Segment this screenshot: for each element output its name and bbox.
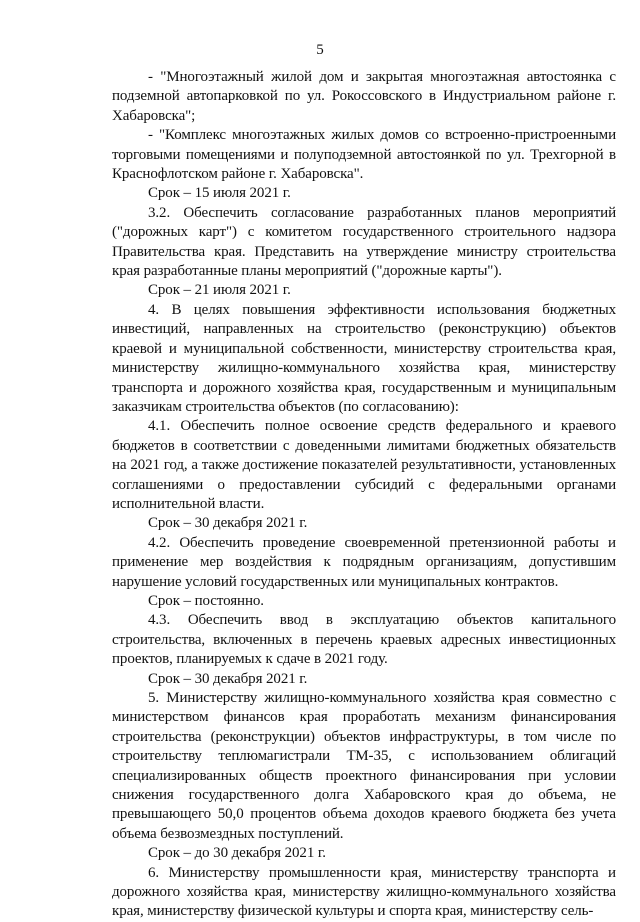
- paragraph: Срок – 21 июля 2021 г.: [148, 282, 291, 299]
- paragraph: Срок – постоянно.: [148, 592, 264, 609]
- paragraph: Срок – 30 декабря 2021 г.: [148, 515, 308, 532]
- paragraph: 4. В целях повышения эффективности использования бюджетных инвестиций, направленных на строительство (реконструкцию) объектов краевой и муниципальной собственности, министерству строительства края, министерству жилищно-коммунального хозяйства края, министерству транспорта и дорожного хозяйства края, государственным и муниципальным заказчикам строительства объектов (по согласованию):: [112, 301, 616, 415]
- paragraph: 6. Министерству промышленности края, министерству транспорта и дорожного хозяйства края, министерству жилищно-коммунального хозяйства края, министерству физической культуры и спорта края, министерству сель-: [112, 864, 616, 920]
- paragraph: 4.1. Обеспечить полное освоение средств федерального и краевого бюджетов в соответствии с доведенными лимитами бюджетных обязательств на 2021 год, а также достижение показателей результативности, установленных соглашениями о предоставлении субсидий с федеральными органами исполнительной власти.: [112, 418, 616, 512]
- paragraph: Срок – до 30 декабря 2021 г.: [148, 845, 326, 862]
- paragraph: Срок – 15 июля 2021 г.: [148, 185, 291, 202]
- paragraph: 3.2. Обеспечить согласование разработанных планов мероприятий ("дорожных карт") с комитетом государственного строительного надзора Правительства края. Представить на утверждение министру строительства края разработанные планы мероприятий ("дорожные карты").: [112, 204, 616, 280]
- paragraph: 4.2. Обеспечить проведение своевременной претензионной работы и применение мер воздействия к подрядным организациям, допустившим нарушение условий государственных или муниципальных контрактов.: [112, 534, 616, 590]
- paragraph: 4.3. Обеспечить ввод в эксплуатацию объектов капитального строительства, включенных в перечень краевых адресных инвестиционных проектов, планируемых к сдаче в 2021 году.: [112, 612, 616, 668]
- paragraph: - "Комплекс многоэтажных жилых домов со встроенно-пристроенными торговыми помещениями и полуподземной автостоянкой по ул. Трехгорной в Краснофлотском районе г. Хабаровска".: [112, 127, 616, 183]
- page-number: 5: [316, 42, 324, 58]
- paragraph: Срок – 30 декабря 2021 г.: [148, 670, 308, 687]
- document-body: [112, 68, 616, 922]
- paragraph: - "Многоэтажный жилой дом и закрытая многоэтажная автостоянка с подземной автопарковкой по ул. Рокоссовского в Индустриальном районе г. Хабаровска";: [112, 69, 616, 124]
- paragraph: 5. Министерству жилищно-коммунального хозяйства края совместно с министерством финансов края проработать механизм финансирования строительства (реконструкции) объектов инфраструктуры, в том числе по строительству теплюмагистрали ТМ-35, с использованием облигаций специализированных обществ проектного финансирования при условии снижения государственного долга Хабаровского края до объема, не превышающего 50,0 процентов объема доходов краевого бюджета без учета объема безвозмездных поступлений.: [112, 690, 616, 842]
